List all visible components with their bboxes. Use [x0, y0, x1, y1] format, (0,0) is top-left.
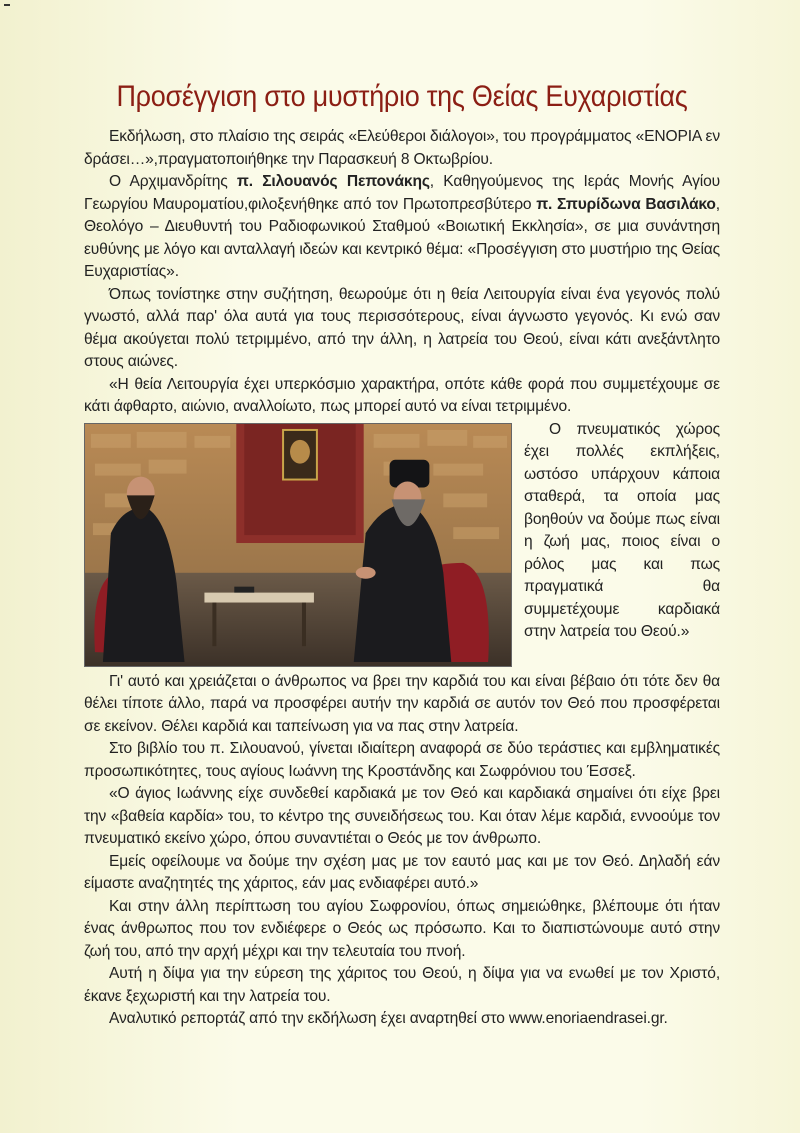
guest-name: π. Σιλουανός Πεπονάκης [236, 173, 430, 190]
paragraph-thirst: Αυτή η δίψα για την εύρεση της χάριτος του Θεού, η δίψα για να ενωθεί με τον Χριστό, έκανε ξεχωριστή και την λατρεία του. [84, 965, 720, 1005]
paragraph-guests: Ο Αρχιμανδρίτης π. Σιλουανός Πεπονάκης, Καθηγούμενος της Ιεράς Μονής Αγίου Γεωργίου Μαυροματίου,φιλοξενήθηκε από τον Πρωτοπρεσβύτερο π. Σπυρίδωνα Βασιλάκο, Θεολόγο – Διευθυντή του Ραδιοφωνικού Σταθμού «Βοιωτική Εκκλησία», σε μια συνάντηση ευθύνης με λόγο και ανταλλαγή ιδεών και κεντρικό θέμα: «Προσέγγιση στο μυστήριο της Θείας Ευχαριστίας». [84, 173, 720, 280]
paragraph-book: Στο βιβλίο του π. Σιλουανού, γίνεται ιδιαίτερη αναφορά σε δύο τεράστιες και εμβληματικές προσωπικότητες, τους αγίους Ιωάννη της Κροστάνδης και Σωφρόνιου του Έσσεξ. [84, 740, 720, 780]
paragraph-saint-sophrony: Και στην άλλη περίπτωση του αγίου Σωφρονίου, όπως σημειώθηκε, βλέπουμε ότι ήταν ένας άνθρωπος που τον ενδιέφερε ο Θεός ως πρόσωπο. Και το διαπιστώνουμε αυτό στην ζωή του, από την αρχή μέχρι και την τελευταία του πνοή. [84, 897, 720, 960]
paragraph-heart: Γι' αυτό και χρειάζεται ο άνθρωπος να βρει την καρδιά του και είναι βέβαιο ότι τότε δεν θα θέλει τίποτε άλλο, παρά να προσφέρει αυτήν την καρδιά σε αυτόν τον Θεό που προσφέρεται σε εκείνον. Θέλει καρδιά και ταπείνωση για να πας στην λατρεία. [84, 672, 720, 735]
interview-photo-illustration [85, 424, 511, 666]
article-title: Προσέγγιση στο μυστήριο της Θείας Ευχαριστίας [116, 80, 688, 113]
page-corner-mark [4, 4, 10, 6]
paragraph-saint-john: «Ο άγιος Ιωάννης είχε συνδεθεί καρδιακά με τον Θεό και καρδιακά σημαίνει ότι είχε βρει την «βαθεία καρδία» του, το κέντρο της συνειδήσεως του. Και όταν λέμε καρδιά, εννοούμε τον πνευματικό εκείνο χώρο, όπου συναντιέται ο Θεός με τον άνθρωπο. [84, 785, 720, 847]
article [84, 80, 720, 1031]
paragraph-quote-start: «Η θεία Λειτουργία έχει υπερκόσμιο χαρακτήρα, οπότε κάθε φορά που συμμετέχουμε σε κάτι άφθαρτο, αιώνιο, αναλλοίωτο, πως μπορεί αυτό να είναι τετριμμένο. [84, 375, 720, 415]
paragraph-intro: Εκδήλωση, στο πλαίσιο της σειράς «Ελεύθεροι διάλογοι», του προγράμματος «ΕΝΟΡΙΑ εν δράσει…»,πραγματοποιήθηκε την Παρασκευή 8 Οκτωβρίου. [84, 128, 720, 168]
paragraph-discussion: Όπως τονίστηκε στην συζήτηση, θεωρούμε ότι η θεία Λειτουργία είναι ένα γεγονός πολύ γνωστό, αλλά παρ' όλα αυτά για τους περισσότερους, είναι άγνωστο γεγονός. Κι ενώ σαν θέμα ακούγεται πολύ τετριμμένο, από την άλλη, η λατρεία του Θεού, είναι κάτι ανεξάντλητο στους αιώνες. [84, 285, 720, 370]
article-body [84, 126, 720, 1031]
paragraph-spiritual-space: Ο πνευματικός χώρος έχει πολλές εκπλήξεις, ωστόσο υπάρχουν κάποια σταθερά, τα οποία μας βοηθούν να δούμε πως είναι η ζωή μας, ποιος είναι ο ρόλος μας και πως πραγματικά θα συμμετέχουμε καρδιακά στην λατρεία του Θεού.» [524, 420, 720, 640]
host-name: π. Σπυρίδωνα Βασιλάκο [536, 195, 716, 213]
paragraph-grace: Εμείς οφείλουμε να δούμε την σχέση μας με τον εαυτό μας και με τον Θεό. Δηλαδή εάν είμαστε αναζητητές της χάριτος, εάν μας ενδιαφέρει αυτό.» [84, 852, 720, 892]
paragraph-report-link: Αναλυτικό ρεπορτάζ από την εκδήλωση έχει αναρτηθεί στο www.enoriaendrasei.gr. [109, 1010, 668, 1027]
interview-photo [84, 423, 512, 667]
